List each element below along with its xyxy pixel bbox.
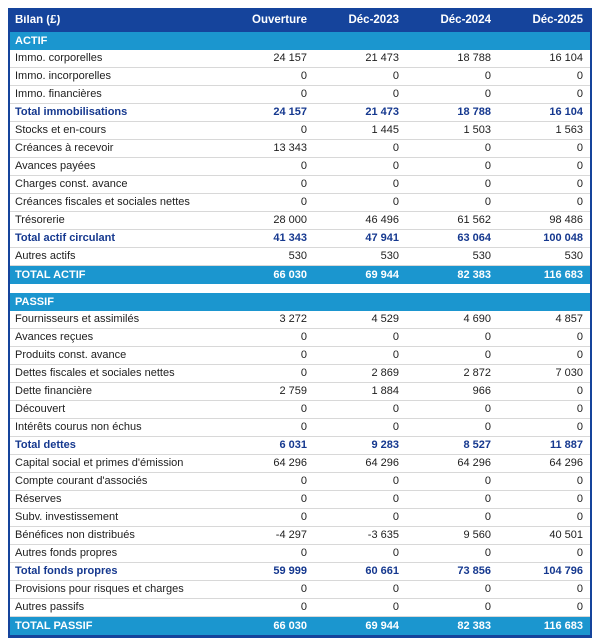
row-label: Compte courant d'associés [15, 476, 148, 487]
table-row [10, 194, 590, 212]
cell-value: 0 [576, 547, 583, 559]
cell-value: 7 030 [555, 367, 583, 379]
row-label: TOTAL PASSIF [15, 620, 93, 632]
cell-value: 16 104 [549, 106, 583, 118]
cell-value: 530 [288, 250, 307, 262]
cell-value: 116 683 [543, 619, 583, 632]
cell-value: 8 527 [463, 439, 491, 451]
table-row [10, 50, 590, 68]
table-header-row [10, 10, 590, 32]
row-label: Subv. investissement [15, 512, 119, 523]
cell-value: 21 473 [365, 106, 399, 118]
cell-value: 3 272 [279, 313, 307, 325]
column-header-ouverture: Ouverture [252, 14, 307, 27]
cell-value: 0 [484, 493, 491, 505]
table-row [10, 437, 590, 455]
table-row [10, 104, 590, 122]
table-row [10, 491, 590, 509]
cell-value: 0 [576, 178, 583, 190]
cell-value: 0 [484, 511, 491, 523]
table-row [10, 545, 590, 563]
row-label: Fournisseurs et assimilés [15, 314, 140, 325]
table-body [10, 32, 590, 635]
cell-value: 2 869 [371, 367, 399, 379]
row-label: Capital social et primes d'émission [15, 458, 184, 469]
cell-value: 1 884 [371, 385, 399, 397]
cell-value: 63 064 [457, 232, 491, 244]
cell-value: 0 [300, 124, 307, 136]
table-row [10, 86, 590, 104]
cell-value: 4 857 [555, 313, 583, 325]
cell-value: 0 [392, 475, 399, 487]
cell-value: 0 [484, 178, 491, 190]
row-label: Total immobilisations [15, 107, 128, 118]
table-row [10, 383, 590, 401]
cell-value: 0 [484, 403, 491, 415]
cell-value: 0 [484, 196, 491, 208]
row-label: Immo. corporelles [15, 53, 103, 64]
cell-value: 0 [392, 160, 399, 172]
cell-value: 1 503 [463, 124, 491, 136]
cell-value: 2 872 [463, 367, 491, 379]
cell-value: 46 496 [365, 214, 399, 226]
cell-value: 0 [576, 142, 583, 154]
cell-value: 0 [300, 421, 307, 433]
cell-value: 0 [300, 349, 307, 361]
section-title: ACTIF [15, 35, 48, 47]
row-label: Découvert [15, 404, 66, 415]
cell-value: 73 856 [457, 565, 491, 577]
row-label: Immo. financières [15, 89, 102, 100]
cell-value: 116 683 [543, 268, 583, 281]
cell-value: 66 030 [273, 619, 307, 632]
cell-value: 0 [300, 367, 307, 379]
table-row [10, 122, 590, 140]
table-row [10, 248, 590, 266]
row-label: Créances fiscales et sociales nettes [15, 197, 190, 208]
cell-value: 41 343 [273, 232, 307, 244]
cell-value: 530 [472, 250, 491, 262]
cell-value: 530 [564, 250, 583, 262]
cell-value: 0 [300, 547, 307, 559]
cell-value: -4 297 [275, 529, 307, 541]
balance-sheet [8, 8, 592, 638]
row-label: Provisions pour risques et charges [15, 584, 184, 595]
cell-value: 24 157 [273, 52, 307, 64]
cell-value: 0 [484, 160, 491, 172]
table-row [10, 581, 590, 599]
table-row [10, 509, 590, 527]
cell-value: 0 [484, 331, 491, 343]
cell-value: 64 296 [457, 457, 491, 469]
cell-value: 0 [300, 70, 307, 82]
cell-value: 40 501 [549, 529, 583, 541]
row-label: Total actif circulant [15, 233, 116, 244]
row-label: TOTAL ACTIF [15, 269, 86, 281]
cell-value: 16 104 [549, 52, 583, 64]
cell-value: 104 796 [543, 565, 583, 577]
cell-value: 0 [392, 601, 399, 613]
cell-value: 0 [484, 142, 491, 154]
section-spacer [10, 284, 590, 293]
cell-value: 0 [576, 196, 583, 208]
table-row [10, 419, 590, 437]
cell-value: 28 000 [273, 214, 307, 226]
cell-value: 0 [484, 421, 491, 433]
cell-value: 24 157 [273, 106, 307, 118]
cell-value: 0 [300, 331, 307, 343]
table-row [10, 563, 590, 581]
cell-value: 13 343 [273, 142, 307, 154]
cell-value: -3 635 [367, 529, 399, 541]
row-label: Trésorerie [15, 215, 65, 226]
table-row [10, 68, 590, 86]
row-label: Autres passifs [15, 602, 85, 613]
table-row [10, 140, 590, 158]
cell-value: 0 [576, 160, 583, 172]
cell-value: 82 383 [457, 268, 491, 281]
row-label: Dette financière [15, 386, 93, 397]
cell-value: 0 [392, 493, 399, 505]
table-row [10, 617, 590, 635]
cell-value: 59 999 [273, 565, 307, 577]
cell-value: 0 [300, 160, 307, 172]
table-row [10, 347, 590, 365]
cell-value: 64 296 [365, 457, 399, 469]
cell-value: 0 [392, 178, 399, 190]
cell-value: 0 [392, 70, 399, 82]
table-row [10, 158, 590, 176]
cell-value: 47 941 [365, 232, 399, 244]
row-label: Total fonds propres [15, 566, 118, 577]
cell-value: 1 445 [371, 124, 399, 136]
cell-value: 0 [576, 583, 583, 595]
section-header-passif [10, 293, 590, 311]
table-row [10, 230, 590, 248]
table-row [10, 365, 590, 383]
row-label: Autres fonds propres [15, 548, 118, 559]
cell-value: 69 944 [365, 268, 399, 281]
cell-value: 0 [300, 511, 307, 523]
table-row [10, 473, 590, 491]
row-label: Créances à recevoir [15, 143, 114, 154]
cell-value: 0 [392, 142, 399, 154]
cell-value: 0 [300, 196, 307, 208]
cell-value: 0 [300, 583, 307, 595]
cell-value: 0 [576, 421, 583, 433]
cell-value: 0 [392, 88, 399, 100]
row-label: Réserves [15, 494, 62, 505]
cell-value: 0 [576, 385, 583, 397]
table-row [10, 527, 590, 545]
cell-value: 2 759 [279, 385, 307, 397]
cell-value: 60 661 [365, 565, 399, 577]
cell-value: 0 [576, 601, 583, 613]
cell-value: 0 [392, 421, 399, 433]
cell-value: 0 [392, 511, 399, 523]
cell-value: 82 383 [457, 619, 491, 632]
cell-value: 0 [576, 475, 583, 487]
cell-value: 69 944 [365, 619, 399, 632]
table-row [10, 212, 590, 230]
cell-value: 0 [484, 583, 491, 595]
row-label: Produits const. avance [15, 350, 127, 361]
row-label: Total dettes [15, 440, 76, 451]
cell-value: 0 [484, 601, 491, 613]
table-row [10, 311, 590, 329]
cell-value: 1 563 [555, 124, 583, 136]
cell-value: 9 283 [371, 439, 399, 451]
cell-value: 9 560 [463, 529, 491, 541]
cell-value: 0 [392, 196, 399, 208]
cell-value: 966 [472, 385, 491, 397]
cell-value: 0 [300, 178, 307, 190]
cell-value: 0 [300, 601, 307, 613]
cell-value: 4 690 [463, 313, 491, 325]
row-label: Intérêts courus non échus [15, 422, 142, 433]
row-label: Autres actifs [15, 251, 76, 262]
cell-value: 100 048 [543, 232, 583, 244]
table-row [10, 176, 590, 194]
row-label: Bénéfices non distribués [15, 530, 135, 541]
cell-value: 0 [576, 403, 583, 415]
cell-value: 66 030 [273, 268, 307, 281]
cell-value: 0 [392, 547, 399, 559]
cell-value: 0 [576, 349, 583, 361]
cell-value: 61 562 [457, 214, 491, 226]
table-row [10, 329, 590, 347]
cell-value: 0 [392, 331, 399, 343]
cell-value: 0 [392, 349, 399, 361]
row-label: Avances payées [15, 161, 96, 172]
cell-value: 0 [392, 403, 399, 415]
row-label: Stocks et en-cours [15, 125, 107, 136]
cell-value: 18 788 [457, 52, 491, 64]
row-label: Charges const. avance [15, 179, 128, 190]
cell-value: 0 [392, 583, 399, 595]
column-header-dec-2025: Déc-2025 [532, 14, 583, 27]
cell-value: 18 788 [457, 106, 491, 118]
cell-value: 0 [300, 403, 307, 415]
cell-value: 98 486 [549, 214, 583, 226]
cell-value: 0 [576, 88, 583, 100]
section-title: PASSIF [15, 296, 54, 308]
cell-value: 0 [300, 475, 307, 487]
cell-value: 6 031 [279, 439, 307, 451]
cell-value: 0 [576, 493, 583, 505]
cell-value: 0 [484, 88, 491, 100]
cell-value: 0 [576, 511, 583, 523]
cell-value: 4 529 [371, 313, 399, 325]
cell-value: 0 [484, 349, 491, 361]
cell-value: 0 [484, 70, 491, 82]
cell-value: 64 296 [273, 457, 307, 469]
table-row [10, 599, 590, 617]
column-header-dec-2023: Déc-2023 [348, 14, 399, 27]
table-row [10, 266, 590, 284]
column-header-dec-2024: Déc-2024 [440, 14, 491, 27]
cell-value: 64 296 [549, 457, 583, 469]
cell-value: 11 887 [549, 439, 583, 451]
cell-value: 0 [300, 493, 307, 505]
cell-value: 0 [484, 547, 491, 559]
cell-value: 0 [576, 331, 583, 343]
cell-value: 0 [576, 70, 583, 82]
table-title: Bilan (£) [15, 15, 61, 27]
cell-value: 0 [484, 475, 491, 487]
row-label: Immo. incorporelles [15, 71, 111, 82]
section-header-actif [10, 32, 590, 50]
cell-value: 21 473 [365, 52, 399, 64]
cell-value: 530 [380, 250, 399, 262]
balance-sheet-table [8, 8, 592, 638]
table-row [10, 401, 590, 419]
table-row [10, 455, 590, 473]
cell-value: 0 [300, 88, 307, 100]
row-label: Dettes fiscales et sociales nettes [15, 368, 175, 379]
row-label: Avances reçues [15, 332, 94, 343]
